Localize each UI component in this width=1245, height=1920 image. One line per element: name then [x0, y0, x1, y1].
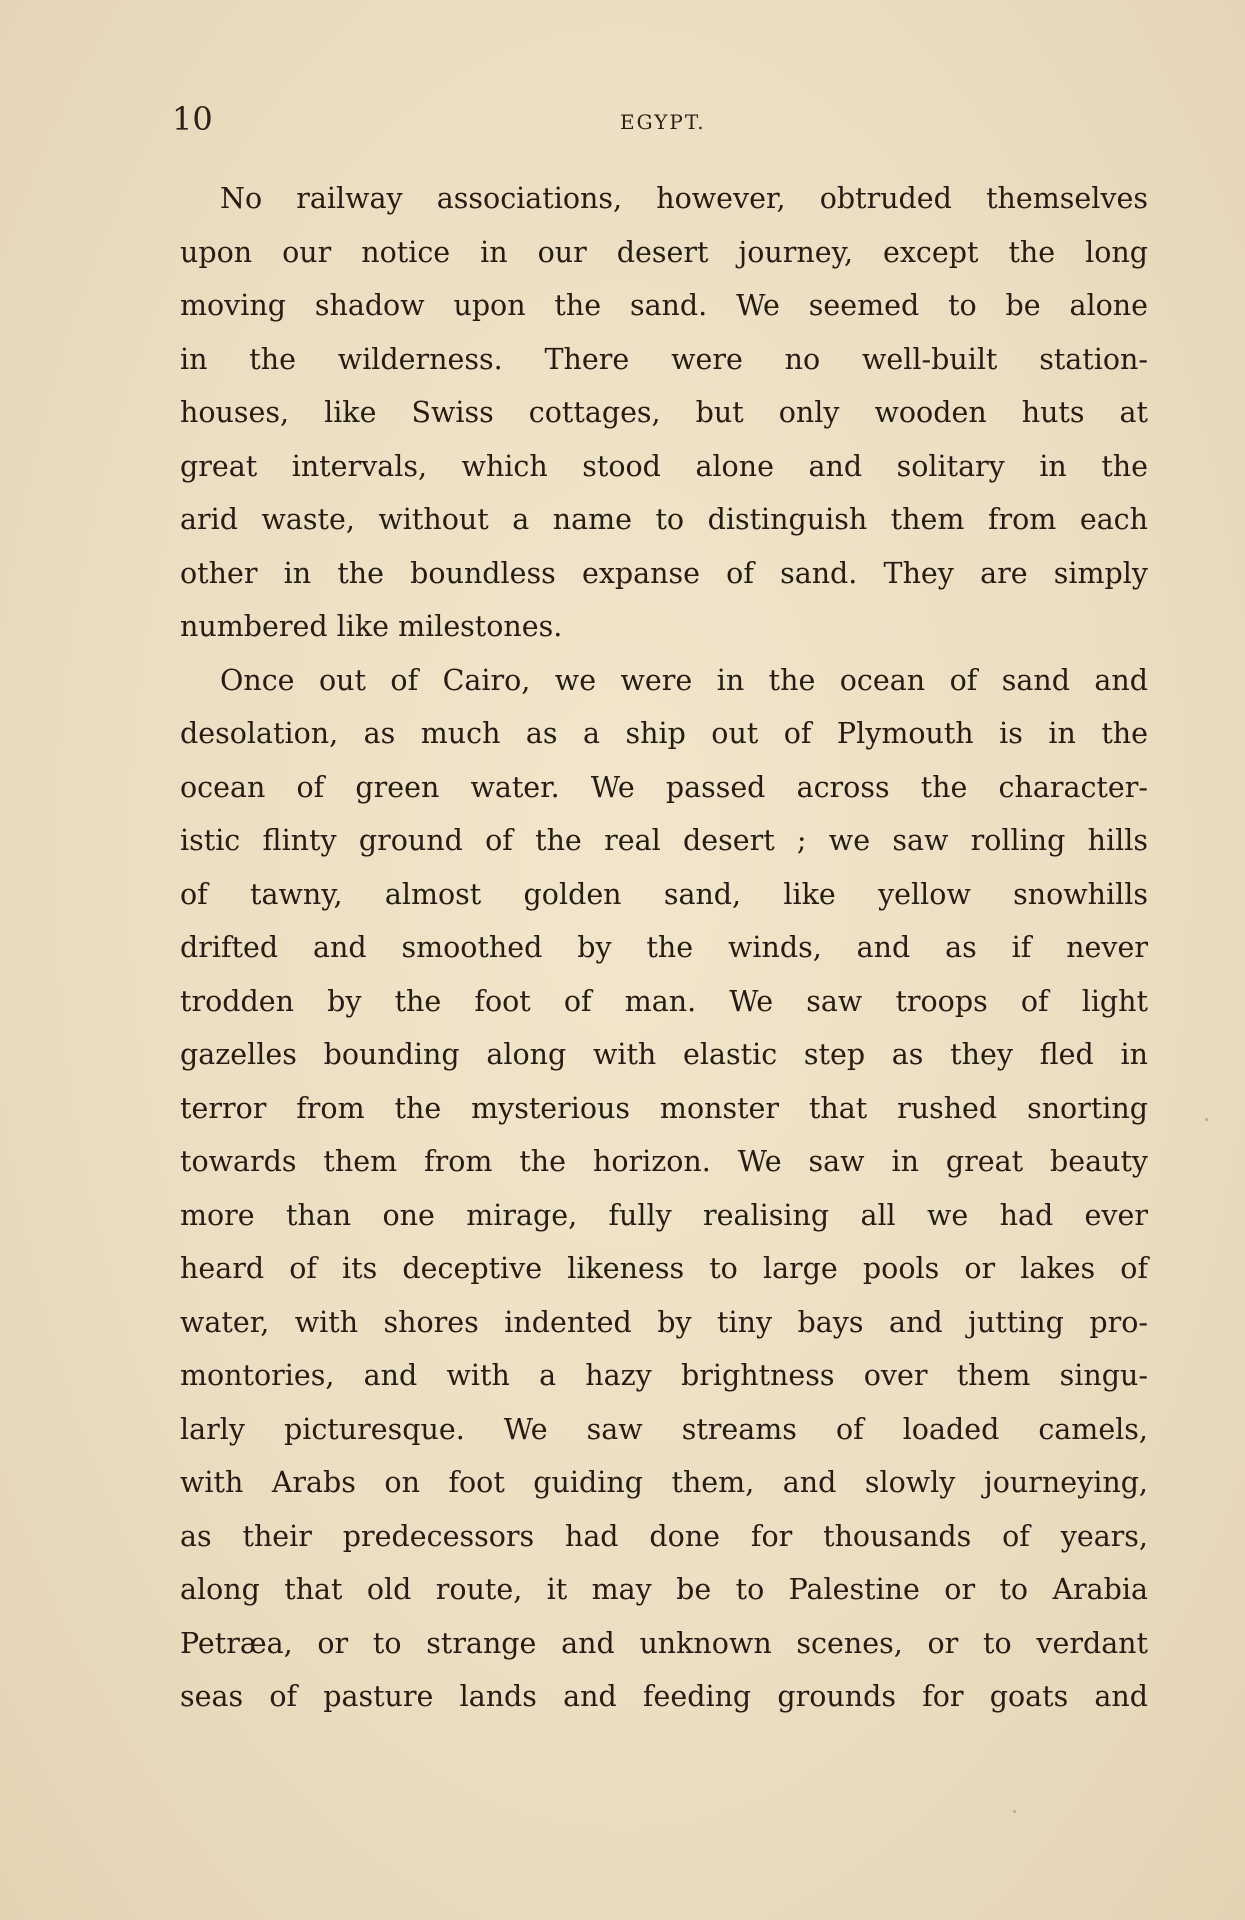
- text-line: istic flinty ground of the real desert ; we saw rolling hills: [180, 824, 1148, 857]
- text-line: Once out of Cairo, we were in the ocean of sand and: [220, 663, 1148, 697]
- text-line: with Arabs on foot guiding them, and slowly journeying,: [180, 1466, 1148, 1499]
- text-line: as their predecessors had done for thousands of years,: [180, 1519, 1148, 1553]
- text-line: trodden by the foot of man. We saw troops of light: [180, 984, 1148, 1018]
- text-line: terror from the mysterious monster that rushed snorting: [180, 1091, 1148, 1125]
- text-line: gazelles bounding along with elastic step as they fled in: [180, 1038, 1148, 1071]
- text-line: arid waste, without a name to distinguish them from each: [180, 503, 1148, 536]
- text-line: seas of pasture lands and feeding grounds for goats and: [180, 1680, 1148, 1713]
- text-line: great intervals, which stood alone and solitary in the: [180, 449, 1148, 483]
- paper-speck: [1205, 1118, 1208, 1121]
- page-header: [172, 100, 1148, 140]
- text-line: desolation, as much as a ship out of Plymouth is in the: [180, 717, 1148, 750]
- running-head: EGYPT.: [620, 110, 706, 134]
- paper-speck: [1013, 1810, 1016, 1813]
- page-number: 10: [172, 100, 213, 138]
- text-line: Petræa, or to strange and unknown scenes, or to verdant: [180, 1626, 1148, 1660]
- text-line: houses, like Swiss cottages, but only wooden huts at: [180, 396, 1148, 429]
- body-text: [180, 172, 1148, 1724]
- text-line: heard of its deceptive likeness to large pools or lakes of: [180, 1252, 1148, 1285]
- text-line: towards them from the horizon. We saw in great beauty: [180, 1145, 1148, 1178]
- text-line: moving shadow upon the sand. We seemed to be alone: [180, 289, 1148, 322]
- text-line: montories, and with a hazy brightness over them singu-: [180, 1359, 1148, 1392]
- text-line: numbered like milestones.: [180, 610, 563, 643]
- text-line: of tawny, almost golden sand, like yellow snowhills: [180, 877, 1148, 911]
- text-line: in the wilderness. There were no well-built station-: [180, 342, 1148, 376]
- text-line: more than one mirage, fully realising all we had ever: [180, 1198, 1148, 1232]
- text-line: along that old route, it may be to Palestine or to Arabia: [180, 1573, 1148, 1606]
- text-line: No railway associations, however, obtruded themselves: [220, 182, 1148, 215]
- text-line: larly picturesque. We saw streams of loaded camels,: [180, 1412, 1148, 1446]
- text-line: drifted and smoothed by the winds, and as if never: [180, 931, 1148, 964]
- text-line: water, with shores indented by tiny bays and jutting pro-: [180, 1305, 1148, 1339]
- text-line: other in the boundless expanse of sand. They are simply: [180, 556, 1148, 590]
- text-line: ocean of green water. We passed across the character-: [180, 770, 1148, 804]
- text-line: upon our notice in our desert journey, except the long: [180, 235, 1148, 269]
